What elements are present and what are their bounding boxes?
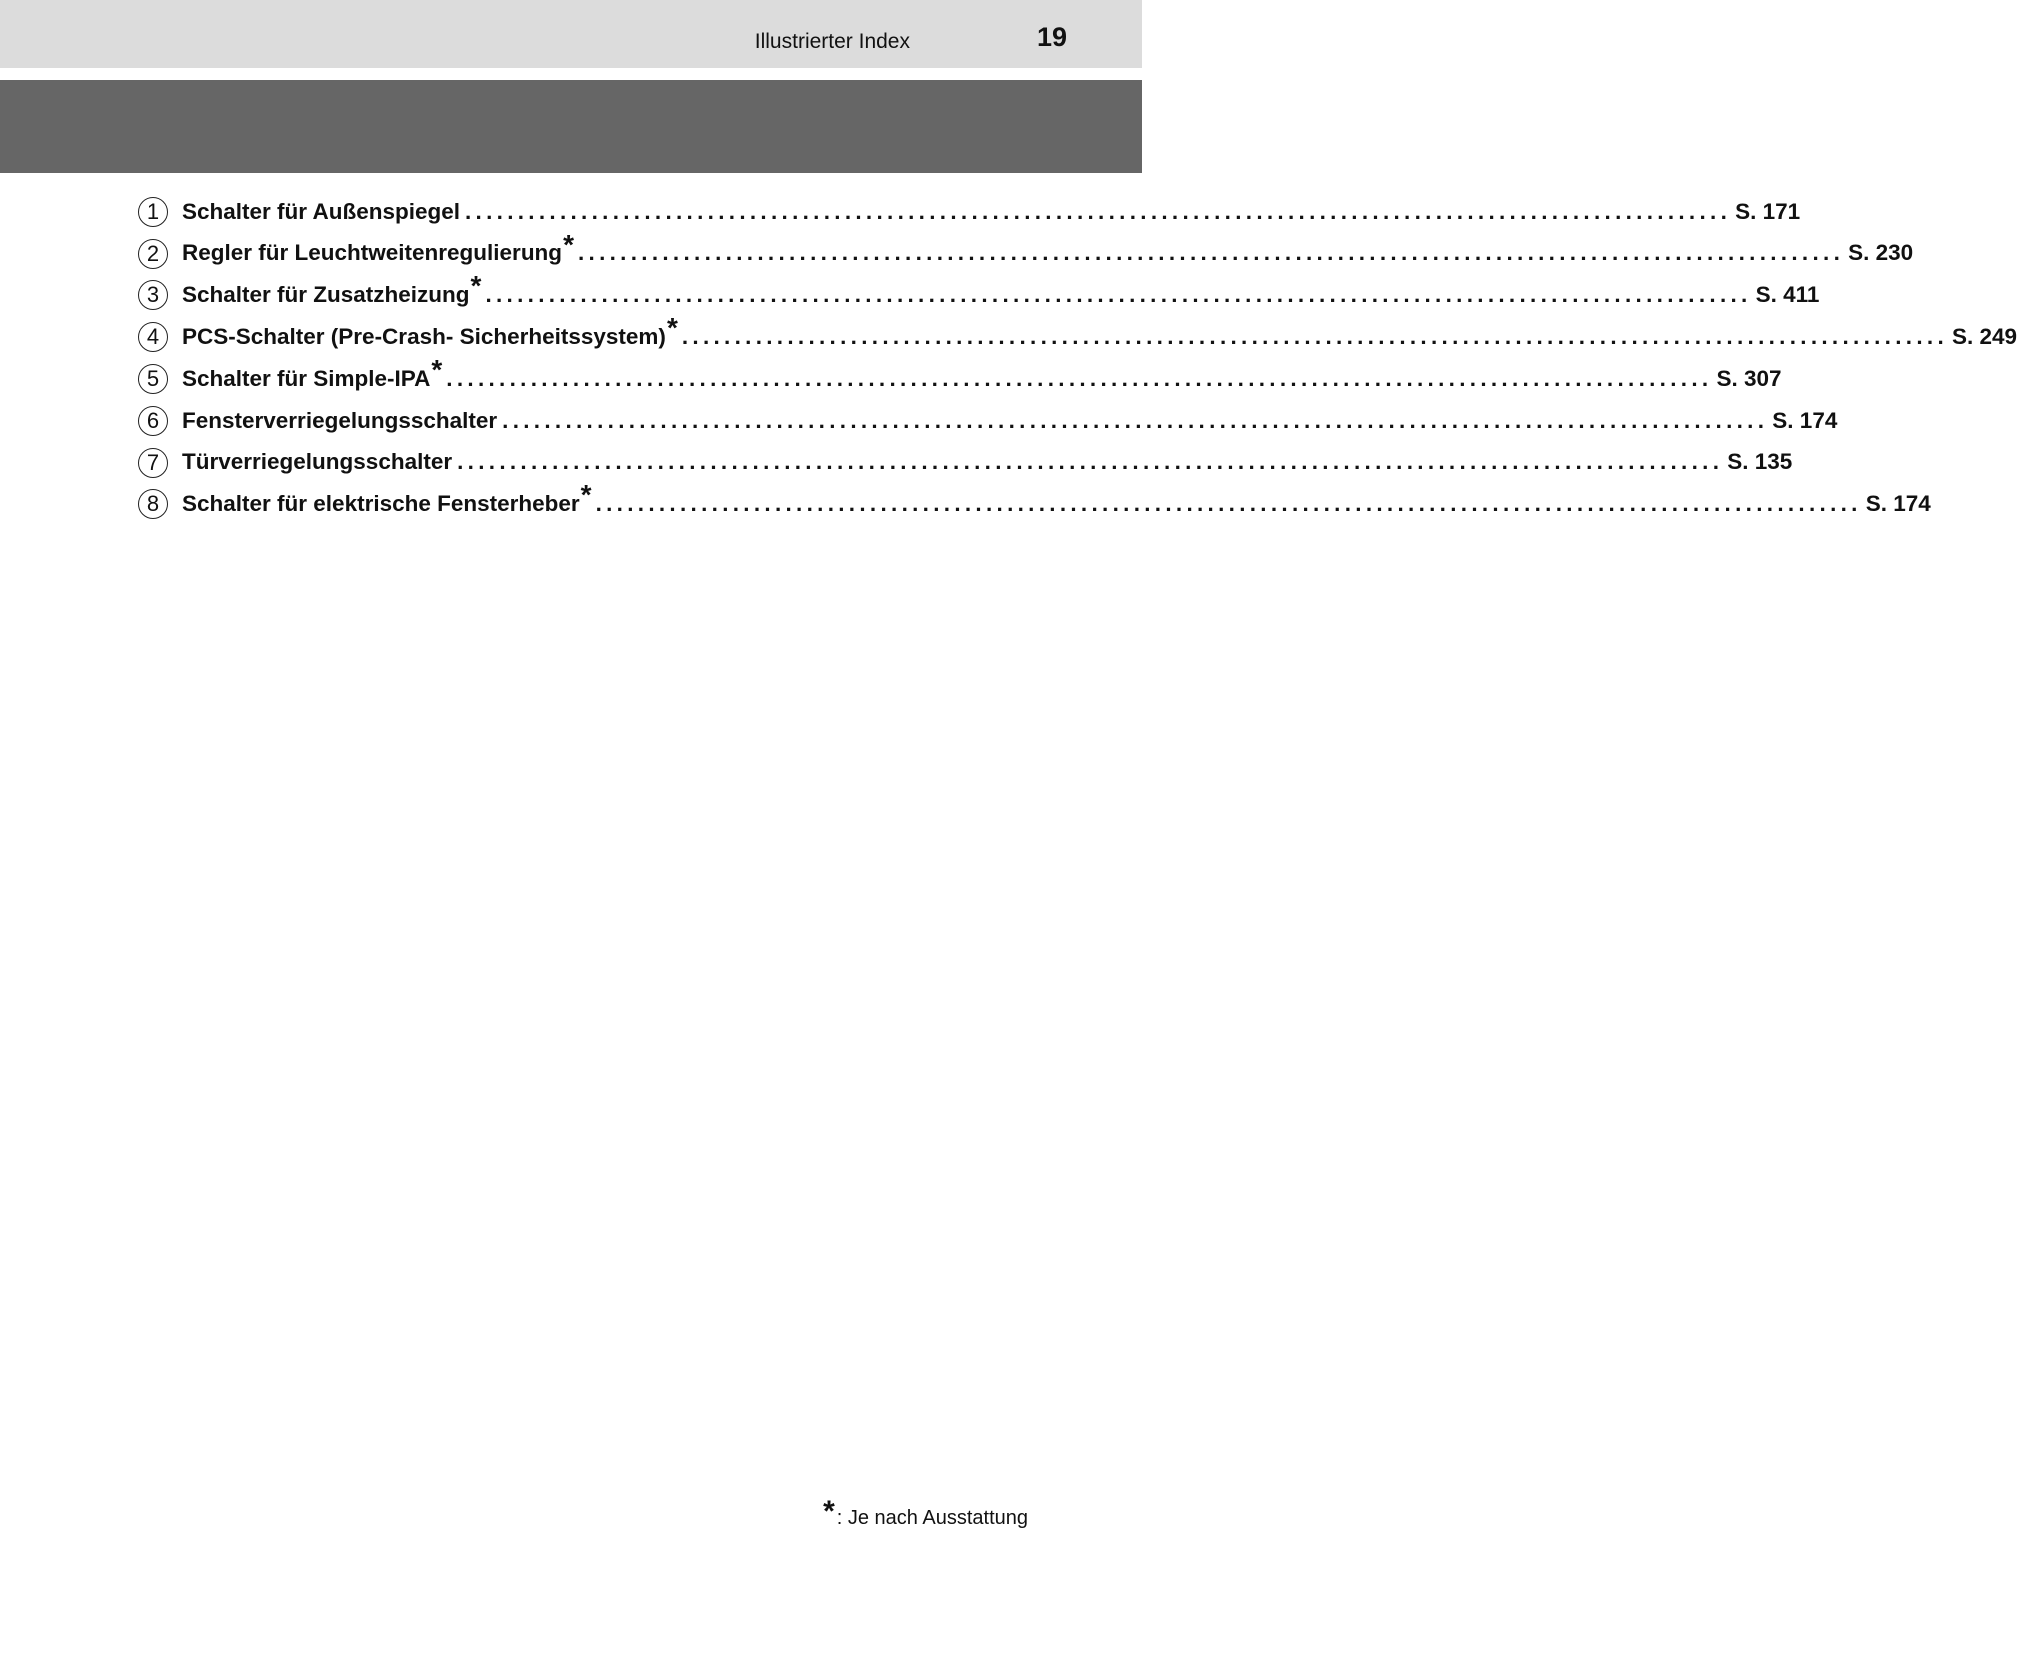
dot-leader: ........................................................................................................................ <box>446 365 1713 391</box>
item-label: Regler für Leuchtweitenregulierung <box>182 240 563 266</box>
item-number-badge: 4 <box>138 322 168 352</box>
index-item[interactable] <box>138 400 1838 442</box>
dot-leader: ........................................................................................................................ <box>595 491 1862 517</box>
index-item[interactable] <box>138 228 1914 275</box>
footnote-text: : Je nach Ausstattung <box>836 1507 1028 1529</box>
item-number-badge: 1 <box>138 197 168 227</box>
item-label: Schalter für Simple-IPA <box>182 365 431 391</box>
item-label: Schalter für Außenspiegel <box>182 198 460 224</box>
item-number-badge: 7 <box>138 448 168 478</box>
item-number-badge: 8 <box>138 489 168 519</box>
index-list <box>138 191 2017 525</box>
header-divider <box>0 68 1142 80</box>
index-item[interactable] <box>138 270 1820 317</box>
dot-leader: ........................................................................................................................ <box>485 282 1752 308</box>
equipment-asterisk: * <box>431 354 443 386</box>
equipment-asterisk: * <box>470 270 482 302</box>
page-number: 19 <box>1036 22 1067 52</box>
index-item[interactable] <box>138 312 2017 358</box>
dot-leader: ........................................................................................................................ <box>681 324 1948 350</box>
item-label: Schalter für Zusatzheizung <box>182 282 470 308</box>
page-reference-link[interactable]: S. 249 <box>1952 324 2017 350</box>
index-item[interactable] <box>138 354 1782 400</box>
item-label: Fensterverriegelungsschalter <box>182 407 498 433</box>
equipment-asterisk: * <box>666 312 678 344</box>
section-band <box>0 80 1142 173</box>
page-reference-link[interactable]: S. 411 <box>1755 282 1820 308</box>
item-label: PCS-Schalter (Pre-Crash- Sicherheitssystem) <box>182 324 666 350</box>
page-reference-link[interactable]: S. 174 <box>1865 491 1931 517</box>
dot-leader: ........................................................................................................................ <box>457 449 1724 475</box>
section-title: Illustrierter Index <box>754 30 910 53</box>
item-number-badge: 6 <box>138 406 168 436</box>
dot-leader: ........................................................................................................................ <box>464 198 1732 224</box>
dot-leader: ........................................................................................................................ <box>502 407 1769 433</box>
page-reference-link[interactable]: S. 307 <box>1716 365 1782 391</box>
index-item[interactable] <box>138 442 1793 484</box>
page-reference-link[interactable]: S. 174 <box>1772 407 1838 433</box>
item-number-badge: 3 <box>138 280 168 310</box>
equipment-asterisk: * <box>580 479 592 511</box>
item-label: Türverriegelungsschalter <box>182 449 453 475</box>
index-item[interactable] <box>138 191 1801 233</box>
item-number-badge: 2 <box>138 239 168 269</box>
item-label: Schalter für elektrische Fensterheber <box>182 491 580 517</box>
footnote-asterisk: * <box>823 1495 835 1528</box>
page-reference-link[interactable]: S. 230 <box>1848 240 1914 266</box>
dot-leader: ........................................................................................................................ <box>577 240 1845 266</box>
page-header <box>0 0 1142 68</box>
page-reference-link[interactable]: S. 135 <box>1727 449 1793 475</box>
equipment-asterisk: * <box>563 228 574 260</box>
footnote <box>823 1495 1028 1539</box>
item-number-badge: 5 <box>138 364 168 394</box>
page-reference-link[interactable]: S. 171 <box>1735 198 1801 224</box>
index-item[interactable] <box>138 479 1931 526</box>
